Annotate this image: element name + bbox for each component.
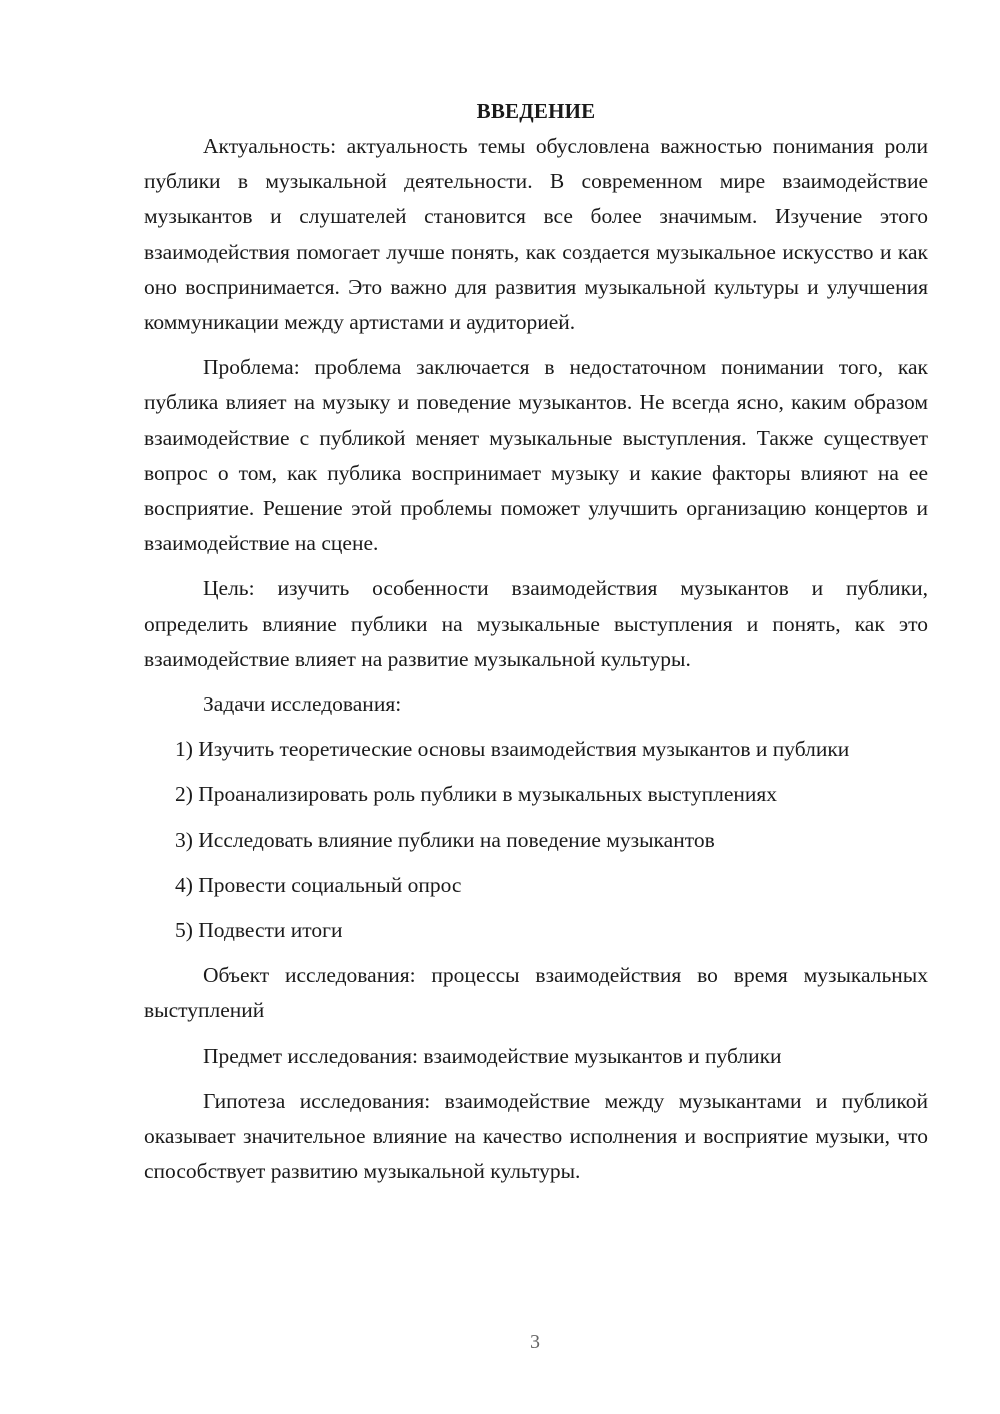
paragraph-object: Объект исследования: процессы взаимодействия во время музыкальных выступлений xyxy=(144,963,928,1023)
page-number: 3 xyxy=(530,1331,540,1353)
paragraph-relevance: Актуальность: актуальность темы обусловлена важностью понимания роли публики в музыкальной деятельности. В современном мире взаимодействие музыкантов и слушателей становится все более значимым. Изучение этого взаимодействия помогает лучше понять, как создается музыкальное искусство и как оно воспринимается. Это важно для развития музыкальной культуры и улучшения коммуникации между артистами и аудиторией. xyxy=(144,134,928,335)
paragraph-problem: Проблема: проблема заключается в недостаточном понимании того, как публика влияет на музыку и поведение музыкантов. Не всегда ясно, каким образом взаимодействие с публикой меняет музыкальные выступления. Также существует вопрос о том, как публика воспринимает музыку и какие факторы влияют на ее восприятие. Решение этой проблемы поможет улучшить организацию концертов и взаимодействие на сцене. xyxy=(144,355,928,556)
task-item: 5) Подвести итоги xyxy=(175,918,343,943)
paragraph-goal: Цель: изучить особенности взаимодействия музыкантов и публики, определить влияние публики на музыкальные выступления и понять, как это взаимодействие влияет на развитие музыкальной культуры. xyxy=(144,576,928,671)
task-item: 3) Исследовать влияние публики на поведение музыкантов xyxy=(175,827,715,852)
paragraph-subject: Предмет исследования: взаимодействие музыкантов и публики xyxy=(203,1043,782,1068)
task-list xyxy=(144,732,928,948)
paragraph-hypothesis: Гипотеза исследования: взаимодействие между музыкантами и публикой оказывает значительное влияние на качество исполнения и восприятие музыки, что способствует развитию музыкальной культуры. xyxy=(144,1088,928,1184)
task-item: 4) Провести социальный опрос xyxy=(175,872,462,897)
section-heading: ВВЕДЕНИЕ xyxy=(476,99,596,123)
task-item: 2) Проанализировать роль публики в музыкальных выступлениях xyxy=(175,782,778,807)
task-item: 1) Изучить теоретические основы взаимодействия музыкантов и публики xyxy=(175,737,850,762)
paragraph-tasks-title: Задачи исследования: xyxy=(203,692,402,717)
page-content xyxy=(144,94,928,1199)
